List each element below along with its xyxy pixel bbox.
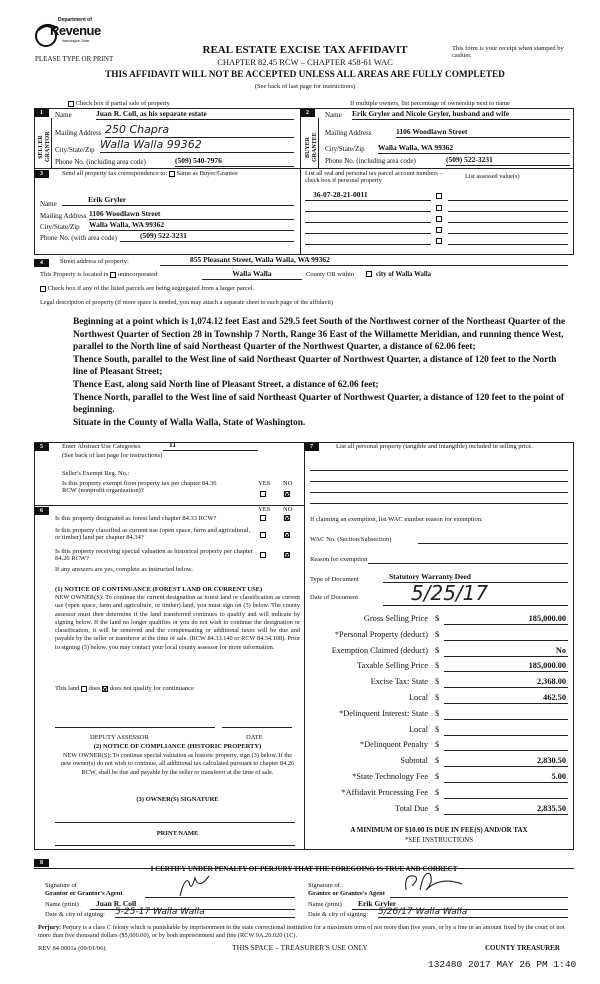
doc-date: 5/25/17 (383, 582, 568, 606)
tax-row-label: Subtotal (400, 756, 428, 766)
tax-row-value (444, 740, 568, 751)
tax-row (310, 646, 570, 658)
unincorporated-checkbox[interactable] (110, 272, 116, 278)
s5-yes-checkbox[interactable] (260, 490, 266, 498)
form-chapters: CHAPTER 82.45 RCW – CHAPTER 458-61 WAC (217, 57, 393, 67)
tax-row-dollar: $ (435, 756, 440, 766)
tax-row-value (444, 725, 568, 736)
grantee-sig-label-2: Grantee or Grantee's Agent (308, 890, 385, 897)
does-label: does (88, 685, 101, 692)
s5-no: NO (283, 480, 293, 487)
tax-row-value: 185,000.00 (444, 661, 568, 672)
section-5-badge: 5 (34, 442, 49, 451)
partial-sale-label: Check box if partial sale of property (75, 100, 170, 107)
tax-row-dollar: $ (435, 693, 440, 702)
section-7-badge: 7 (304, 442, 319, 451)
buyer-name-label: Name (325, 111, 342, 119)
tax-row (310, 677, 570, 689)
grantor-signature-icon (175, 872, 215, 898)
county-value: Walla Walla (202, 270, 302, 280)
tax-row-label: *State Technology Fee (352, 772, 428, 781)
perjury-text: Perjury is a class C felony which is punishable by imprisonment in the state correctional institution for a maximum term of not more than five years, or by a fine in an amount fixed by the court of not more than five thousand dollars ($5,000.00), or by both imprisonment and fine (RCW 9A.20.020 (1C). (38, 924, 565, 939)
buyer-city-label: City/State/Zip (325, 145, 365, 153)
section-2-badge: 2 (300, 108, 315, 117)
assessor-date: DATE (246, 734, 263, 741)
tax-row-dollar: $ (435, 772, 440, 781)
s6-q2: Is this property classified as current use (open space, farm and agricultural, or timber) land per chapter 84.34? (55, 527, 251, 542)
s6-q3-no[interactable] (284, 551, 290, 559)
located-label: This Property is located in (40, 271, 109, 278)
corr-city-label: City/State/Zip (40, 223, 80, 231)
partial-sale-checkbox[interactable] (68, 101, 74, 107)
section-1-badge: 1 (34, 108, 49, 117)
tax-row (310, 693, 570, 705)
corr-city: Walla Walla, WA 99362 (89, 221, 294, 231)
treasurer-space: THIS SPACE – TREASURER'S USE ONLY (232, 943, 368, 952)
correspondence-label: Send all property tax correspondence to: (62, 170, 168, 177)
s6-q1: Is this property designated as forest land chapter 84.33 RCW? (55, 515, 217, 522)
tax-row-value: 2,830.50 (444, 756, 568, 767)
same-as-buyer-label: Same as Buyer/Grantee (176, 170, 238, 177)
buyer-name: Erik Gryler and Nicole Gryler, husband and wife (352, 110, 570, 120)
corr-mailing-label: Mailing Address (40, 212, 87, 220)
does-checkbox[interactable] (81, 686, 87, 692)
tax-row (310, 614, 570, 626)
parcels-header: List all real and personal tax parcel account numbers – check box if personal property (305, 170, 443, 185)
grantor-sig-label (45, 882, 123, 898)
tax-row-dollar: $ (435, 661, 440, 671)
notice2-text: NEW OWNER(S): To continue special valuation as historic property, sign (3) below. If the new owner(s) do not wish to continue, all additional tax calculated pursuant to chapter 84.26 RCW, shall be due and payable by the seller or transferor at the time of sale. (60, 752, 295, 776)
corr-name: Erik Gryler (62, 196, 294, 206)
corr-phone: (509) 522-3231 (120, 232, 294, 242)
section5-question: Is this property exempt from property tax per chapter 84.36 RCW (nonprofit organization)? (62, 480, 217, 495)
seller-mailing: 250 Chapra (105, 124, 294, 138)
buyer-city: Walla Walla, WA 99362 (378, 144, 570, 154)
form-number: REV 84 0001a (09/01/06) (38, 945, 106, 952)
county-or: County OR within (306, 271, 355, 278)
parcel-1: 36-07-28-21-0011 (305, 191, 431, 201)
owner-signature-label: (3) OWNER(S) SIGNATURE (136, 796, 219, 803)
legal-description: Beginning at a point which is 1,074.12 feet East and 529.5 feet South of the Northwest corner of the Northeast Quarter of the Northwest Quarter of Section 28 in Township 7 North, Range 36 East of the Willamette Meridian, and running thence West, parallel to the North line of said Northeast Quarter of the Northwest Quarter, a distance of 62.06 feet; Thence South, parallel to the West line of said Northeast Quarter of Northwest Quarter, a distance of 120 feet to the North line of Pleasant Street; Thence East, along said North line of Pleasant Street, a distance of 62.06 feet; Thence North, parallel to the West line of said Northeast Quarter of Northwest Quarter, a distance of 120 feet to the point of beginning. Situate in the County of Walla Walla, State of Washington. (73, 317, 566, 428)
buyer-phone: (509) 522-3231 (446, 156, 570, 166)
s6-yes: YES (258, 506, 271, 513)
tax-row-label: Exemption Claimed (deduct) (331, 645, 428, 655)
tax-row-value: No (444, 646, 568, 657)
continuance-row (55, 685, 194, 692)
warning-text: THIS AFFIDAVIT WILL NOT BE ACCEPTED UNLESS ALL AREAS ARE FULLY COMPLETED (105, 70, 505, 80)
tax-row (310, 756, 570, 768)
grantor-sig-label-2: Grantor or Grantor's Agent (45, 890, 123, 897)
see-instructions: *SEE INSTRUCTIONS (404, 836, 474, 844)
abstract-label: Enter Abstract Use Categories (62, 443, 141, 450)
doc-type: Statutory Warranty Deed (383, 573, 568, 583)
tax-row-label: Excise Tax: State (370, 677, 428, 687)
notice1-text: NEW OWNER(S): To continue the current designation as forest land or classification as current use (open space, farm and agriculture, or timber) land, you must sign on (3) below. The county assessor must then determine if the land transferred continues to qualify and will indicate by signing below. If the land no longer qualifies or you do not wish to continue the designation or classification, it will be removed and the compensating or additional taxes will be due and payable by the seller or transferor at the time of sale. (RCW 84.33.140 or RCW 84.34.108). Prior to signing (3) below, you may contact your local county assessor for more information. (55, 594, 300, 651)
tax-row (310, 630, 570, 642)
same-as-buyer-checkbox[interactable] (169, 171, 175, 177)
tax-row-value: 2,835.50 (444, 804, 568, 815)
abstract-value: 11 (163, 441, 258, 451)
s6-q1-yes[interactable] (260, 514, 266, 522)
tax-row (310, 740, 570, 752)
tax-row (310, 661, 570, 673)
section-8-badge: 8 (34, 858, 49, 867)
parcel-4-checkbox[interactable] (436, 226, 442, 234)
buyer-phone-label: Phone No. (including area code) (325, 157, 416, 165)
tax-row (310, 772, 570, 784)
grantor-name-label: Name (print) (45, 901, 79, 908)
doc-date-label: Date of Document (310, 594, 359, 601)
tax-row-dollar: $ (435, 677, 440, 687)
county-treasurer: COUNTY TREASURER (485, 944, 560, 952)
tax-row-value: 2,368.00 (444, 677, 568, 688)
tax-row-dollar: $ (435, 803, 440, 813)
grantee-name-label: Name (print) (308, 901, 342, 908)
grantee-signature-icon (400, 868, 470, 898)
tax-row-label: Total Due (395, 803, 428, 813)
unincorporated-label: unincorporated (117, 271, 158, 278)
tax-row (310, 709, 570, 721)
tax-row-dollar: $ (435, 645, 440, 655)
print-name-label: PRINT NAME (156, 830, 199, 837)
exempt-reg-label: Seller's Exempt Reg. No.: (62, 470, 130, 477)
tax-row-dollar: $ (435, 614, 440, 623)
tax-row (310, 725, 570, 737)
city-of: city of Walla Walla (376, 271, 432, 278)
doc-type-label: Type of Document (310, 576, 359, 583)
s6-q1-no[interactable] (284, 514, 290, 522)
logo-state: Washington State (62, 39, 90, 43)
s5-yes: YES (258, 480, 271, 487)
tax-row-label: Gross Selling Price (363, 614, 428, 623)
city-checkbox[interactable] (366, 270, 372, 278)
tax-row-label: *Delinquent Interest: State (339, 708, 428, 718)
s6-q2-yes[interactable] (260, 531, 266, 539)
form-title: REAL ESTATE EXCISE TAX AFFIDAVIT (202, 44, 408, 56)
does-not-checkbox[interactable] (102, 686, 108, 692)
tax-row-label: Local (409, 724, 428, 734)
perjury-label: Perjury: (38, 924, 62, 931)
perjury-notice (38, 924, 572, 940)
parcel-1-checkbox[interactable] (436, 192, 442, 200)
please-type: PLEASE TYPE OR PRINT (35, 55, 114, 63)
tax-row-label: *Personal Property (deduct) (334, 629, 428, 639)
partial-sale-row (68, 100, 170, 107)
segregating-row (40, 285, 254, 292)
tax-row-dollar: $ (435, 724, 440, 734)
buyer-side-label: BUYER GRANTEE (305, 132, 318, 162)
s6-q2-no[interactable] (284, 531, 290, 539)
assessed-header: List assessed value(s) (465, 173, 520, 180)
seller-city-label: City/State/Zip (55, 146, 95, 154)
seller-phone: (509) 540-7976 (175, 157, 294, 167)
parcel-3-checkbox[interactable] (436, 215, 442, 223)
tax-row-value: 185,000.00 (444, 614, 568, 625)
receipt-note: This form is your receipt when stamped by cashier. (452, 45, 564, 60)
street-label: Street address of property: (60, 258, 129, 265)
multiple-owners-note: If multiple owners, list percentage of ownership next to name (350, 100, 510, 107)
grantee-sig-label (308, 882, 385, 898)
see-back-text: (See back of last page for instructions) (254, 83, 356, 90)
located-row (40, 271, 157, 278)
tax-row-value (444, 709, 568, 720)
s6-no: NO (283, 506, 293, 513)
tax-row-label: *Delinquent Penalty (360, 740, 428, 750)
s5-no-checkbox[interactable] (284, 490, 290, 498)
parcel-5-checkbox[interactable] (436, 237, 442, 245)
street-address: 855 Pleasant Street, Walla Walla, WA 99362 (160, 256, 568, 266)
buyer-mailing-label: Mailing Address (325, 129, 372, 137)
buyer-mailing: 1106 Woodlawn Street (396, 128, 570, 138)
grantee-sig-label-1: Signature of (308, 882, 340, 889)
tax-row-value: 462.50 (444, 693, 568, 704)
s6-note: If any answers are yes, complete as instructed below. (55, 566, 193, 573)
grantee-date-label: Date & city of signing: (308, 911, 368, 918)
notice2-title: (2) NOTICE OF COMPLIANCE (HISTORIC PROPERTY) (93, 743, 262, 750)
logo-revenue: Revenue (50, 23, 101, 38)
grantee-name: Erik Gryler (352, 900, 568, 910)
wac-label: WAC No. (Section/Subsection) (310, 536, 392, 543)
segregating-label: Check box if any of the listed parcels are being segregated from a larger parcel. (47, 285, 255, 292)
tax-row-dollar: $ (435, 740, 440, 750)
section-6-badge: 6 (34, 506, 49, 515)
section-4-badge: 4 (34, 258, 49, 267)
seller-name-label: Name (55, 111, 72, 119)
land-label: This land (55, 685, 80, 692)
seller-city: Walla Walla 99362 (100, 139, 294, 153)
logo-dept: Department of (58, 17, 92, 23)
section-3-badge: 3 (34, 169, 49, 178)
tax-row-value (444, 788, 568, 799)
notice1-title: (1) NOTICE OF CONTINUANCE (FOREST LAND OR CURRENT USE) (55, 586, 263, 593)
grantor-sig-label-1: Signature of (45, 882, 77, 889)
exemption-label: If claiming an exemption, list WAC number reason for exemption: (310, 516, 483, 523)
tax-row-label: Taxable Selling Price (357, 661, 428, 671)
corr-name-label: Name (40, 200, 57, 208)
tax-row (310, 788, 570, 800)
certify-text: I CERTIFY UNDER PENALTY OF PERJURY THAT THE FOREGOING IS TRUE AND CORRECT (150, 865, 458, 873)
tax-row-dollar: $ (435, 629, 440, 639)
abstract-see-back: (See back of last page for instructions) (62, 452, 163, 459)
tax-row-dollar: $ (435, 708, 440, 718)
tax-row-dollar: $ (435, 787, 440, 797)
correspondence-row (62, 170, 238, 177)
corr-phone-label: Phone No. (with area code) (40, 234, 117, 242)
grantor-date-label: Date & city of signing: (45, 911, 105, 918)
seller-side-label: SELLER GRANTOR (38, 131, 51, 163)
grantor-name: Juan R. Coll (90, 900, 295, 910)
agency-logo (32, 18, 102, 52)
s6-q3-yes[interactable] (260, 551, 266, 559)
cashier-stamp: 132480 2017 MAY 26 PM 1:40 (428, 959, 577, 970)
tax-row (310, 804, 570, 816)
does-not-label: does not qualify for continuance (109, 685, 194, 692)
tax-row-label: *Affidavit Processing Fee (341, 787, 428, 797)
seller-name: Juan R. Coll, as his separate estate (96, 110, 294, 120)
corr-mailing: 1106 Woodlawn Street (89, 210, 294, 220)
minimum-note: A MINIMUM OF $10.00 IS DUE IN FEE(S) AND/OR TAX (350, 826, 528, 834)
segregating-checkbox[interactable] (40, 286, 46, 292)
tax-row-value (444, 630, 568, 641)
deputy-assessor: DEPUTY ASSESSOR (90, 734, 149, 741)
tax-row-value: 5.00 (444, 772, 568, 783)
grantor-date: 5-25-17 Walla Walla (115, 907, 295, 918)
s6-q3: Is this property receiving special valuation as historical property per chapter 84.26 RCW? (55, 548, 253, 563)
grantee-date: 5/26/17 Walla Walla (378, 907, 568, 918)
legal-label: Legal description of property (if more space is needed, you may attach a separate sheet to each page of the affidavit) (40, 299, 334, 306)
seller-mailing-label: Mailing Address (55, 129, 102, 137)
reason-label: Reason for exemption (310, 556, 368, 563)
tax-row-label: Local (409, 693, 428, 702)
seller-phone-label: Phone No. (including area code) (55, 158, 146, 166)
personal-property-label: List all personal property (tangible and intangible) included in selling price. (336, 443, 533, 450)
parcel-2-checkbox[interactable] (436, 204, 442, 212)
